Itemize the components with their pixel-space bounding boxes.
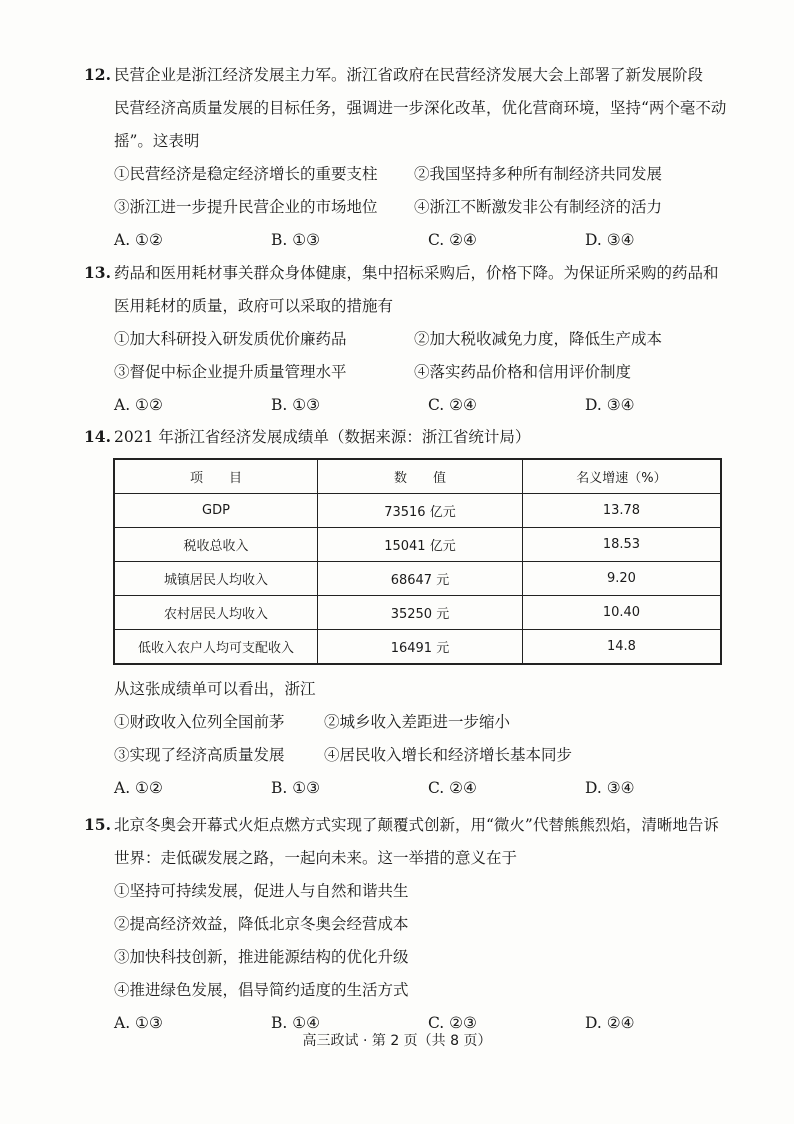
option-3: ③实现了经济高质量发展 <box>114 746 285 764</box>
choice-b: B. ①③ <box>271 396 321 414</box>
cell-growth: 13.78 <box>522 494 721 528</box>
choice-c: C. ②④ <box>428 396 477 414</box>
option-2: ②城乡收入差距进一步缩小 <box>324 713 511 731</box>
option-4: ④浙江不断激发非公有制经济的活力 <box>414 198 663 216</box>
choice-c: C. ②④ <box>428 231 477 249</box>
question-number: 14. <box>84 427 111 446</box>
table-row <box>114 562 721 596</box>
option-row <box>84 158 744 191</box>
question-text: 民营企业是浙江经济发展主力军。浙江省政府在民营经济发展大会上部署了新发展阶段 <box>114 66 704 84</box>
question-text: 药品和医用耗材事关群众身体健康，集中招标采购后，价格下降。为保证所采购的药品和 <box>114 264 719 282</box>
option-2: ②我国坚持多种所有制经济共同发展 <box>414 165 663 183</box>
cell-value: 35250 元 <box>317 596 522 630</box>
option-4: ④落实药品价格和信用评价制度 <box>414 363 632 381</box>
question-14-body <box>84 673 744 805</box>
header-growth: 名义增速（%） <box>522 459 721 494</box>
option-4: ④推进绿色发展，倡导简约适度的生活方式 <box>114 981 409 999</box>
option-1: ①加大科研投入研发质优价廉药品 <box>114 330 347 348</box>
option-3: ③加快科技创新，推进能源结构的优化升级 <box>114 948 409 966</box>
question-15-line-2: 世界：走低碳发展之路，一起向未来。这一举措的意义在于 <box>114 849 518 867</box>
question-15-line-1 <box>84 808 744 842</box>
option-row <box>84 191 744 224</box>
choice-a: A. ①② <box>114 231 163 249</box>
choice-d: D. ③④ <box>585 396 635 414</box>
cell-item: GDP <box>114 494 317 528</box>
choice-b: B. ①③ <box>271 779 321 797</box>
option-2: ②加大税收减免力度，降低生产成本 <box>414 330 663 348</box>
option-4: ④居民收入增长和经济增长基本同步 <box>324 746 573 764</box>
option-row <box>84 706 744 739</box>
choice-c: C. ②④ <box>428 779 477 797</box>
option-3: ③浙江进一步提升民营企业的市场地位 <box>114 198 378 216</box>
cell-value: 68647 元 <box>317 562 522 596</box>
option-1: ①财政收入位列全国前茅 <box>114 713 285 731</box>
choice-d: D. ③④ <box>585 231 635 249</box>
choice-a: A. ①② <box>114 396 163 414</box>
question-14 <box>84 420 744 454</box>
cell-growth: 10.40 <box>522 596 721 630</box>
cell-item: 城镇居民人均收入 <box>114 562 317 596</box>
table-header-row <box>114 459 721 494</box>
cell-value: 73516 亿元 <box>317 494 522 528</box>
cell-growth: 18.53 <box>522 528 721 562</box>
choice-b: B. ①③ <box>271 231 321 249</box>
cell-value: 16491 元 <box>317 630 522 665</box>
question-12-line-2: 民营经济高质量发展的目标任务，强调进一步深化改革，优化营商环境，坚持“两个毫不动 <box>114 99 727 117</box>
header-value: 数 值 <box>317 459 522 494</box>
table-row <box>114 630 721 665</box>
choice-d: D. ②④ <box>585 1014 635 1032</box>
question-number: 13. <box>84 263 111 282</box>
choice-d: D. ③④ <box>585 779 635 797</box>
economic-report-table <box>113 458 722 665</box>
cell-item: 税收总收入 <box>114 528 317 562</box>
question-13 <box>84 256 744 422</box>
answer-choices <box>84 224 744 257</box>
choice-b: B. ①④ <box>271 1014 321 1032</box>
cell-item: 低收入农户人均可支配收入 <box>114 630 317 665</box>
question-13-line-1 <box>84 256 744 290</box>
question-14-title <box>84 420 744 454</box>
question-12-line-1 <box>84 58 744 92</box>
table-row <box>114 596 721 630</box>
cell-growth: 9.20 <box>522 562 721 596</box>
answer-choices <box>84 389 744 422</box>
question-15 <box>84 808 744 1040</box>
choice-a: A. ①③ <box>114 1014 163 1032</box>
option-2: ②提高经济效益，降低北京冬奥会经营成本 <box>114 915 409 933</box>
cell-growth: 14.8 <box>522 630 721 665</box>
question-text: 北京冬奥会开幕式火炬点燃方式实现了颠覆式创新，用“微火”代替熊熊烈焰，清晰地告诉 <box>114 816 719 834</box>
question-12-line-3: 摇”。这表明 <box>114 132 200 150</box>
answer-choices <box>84 772 744 805</box>
question-number: 15. <box>84 815 111 834</box>
option-1: ①民营经济是稳定经济增长的重要支柱 <box>114 165 378 183</box>
cell-item: 农村居民人均收入 <box>114 596 317 630</box>
option-row <box>84 739 744 772</box>
question-14-stem: 从这张成绩单可以看出，浙江 <box>114 680 316 698</box>
header-item: 项 目 <box>114 459 317 494</box>
option-row <box>84 323 744 356</box>
table-row <box>114 494 721 528</box>
page-footer: 高三政试 · 第 2 页（共 8 页） <box>302 1033 492 1049</box>
table-caption: 2021 年浙江省经济发展成绩单（数据来源：浙江省统计局） <box>114 428 531 446</box>
option-3: ③督促中标企业提升质量管理水平 <box>114 363 347 381</box>
choice-a: A. ①② <box>114 779 163 797</box>
choice-c: C. ②③ <box>428 1014 477 1032</box>
question-12 <box>84 58 744 257</box>
question-number: 12. <box>84 65 111 84</box>
option-1: ①坚持可持续发展，促进人与自然和谐共生 <box>114 882 409 900</box>
table-row <box>114 528 721 562</box>
cell-value: 15041 亿元 <box>317 528 522 562</box>
question-13-line-2: 医用耗材的质量，政府可以采取的措施有 <box>114 297 394 315</box>
option-row <box>84 356 744 389</box>
